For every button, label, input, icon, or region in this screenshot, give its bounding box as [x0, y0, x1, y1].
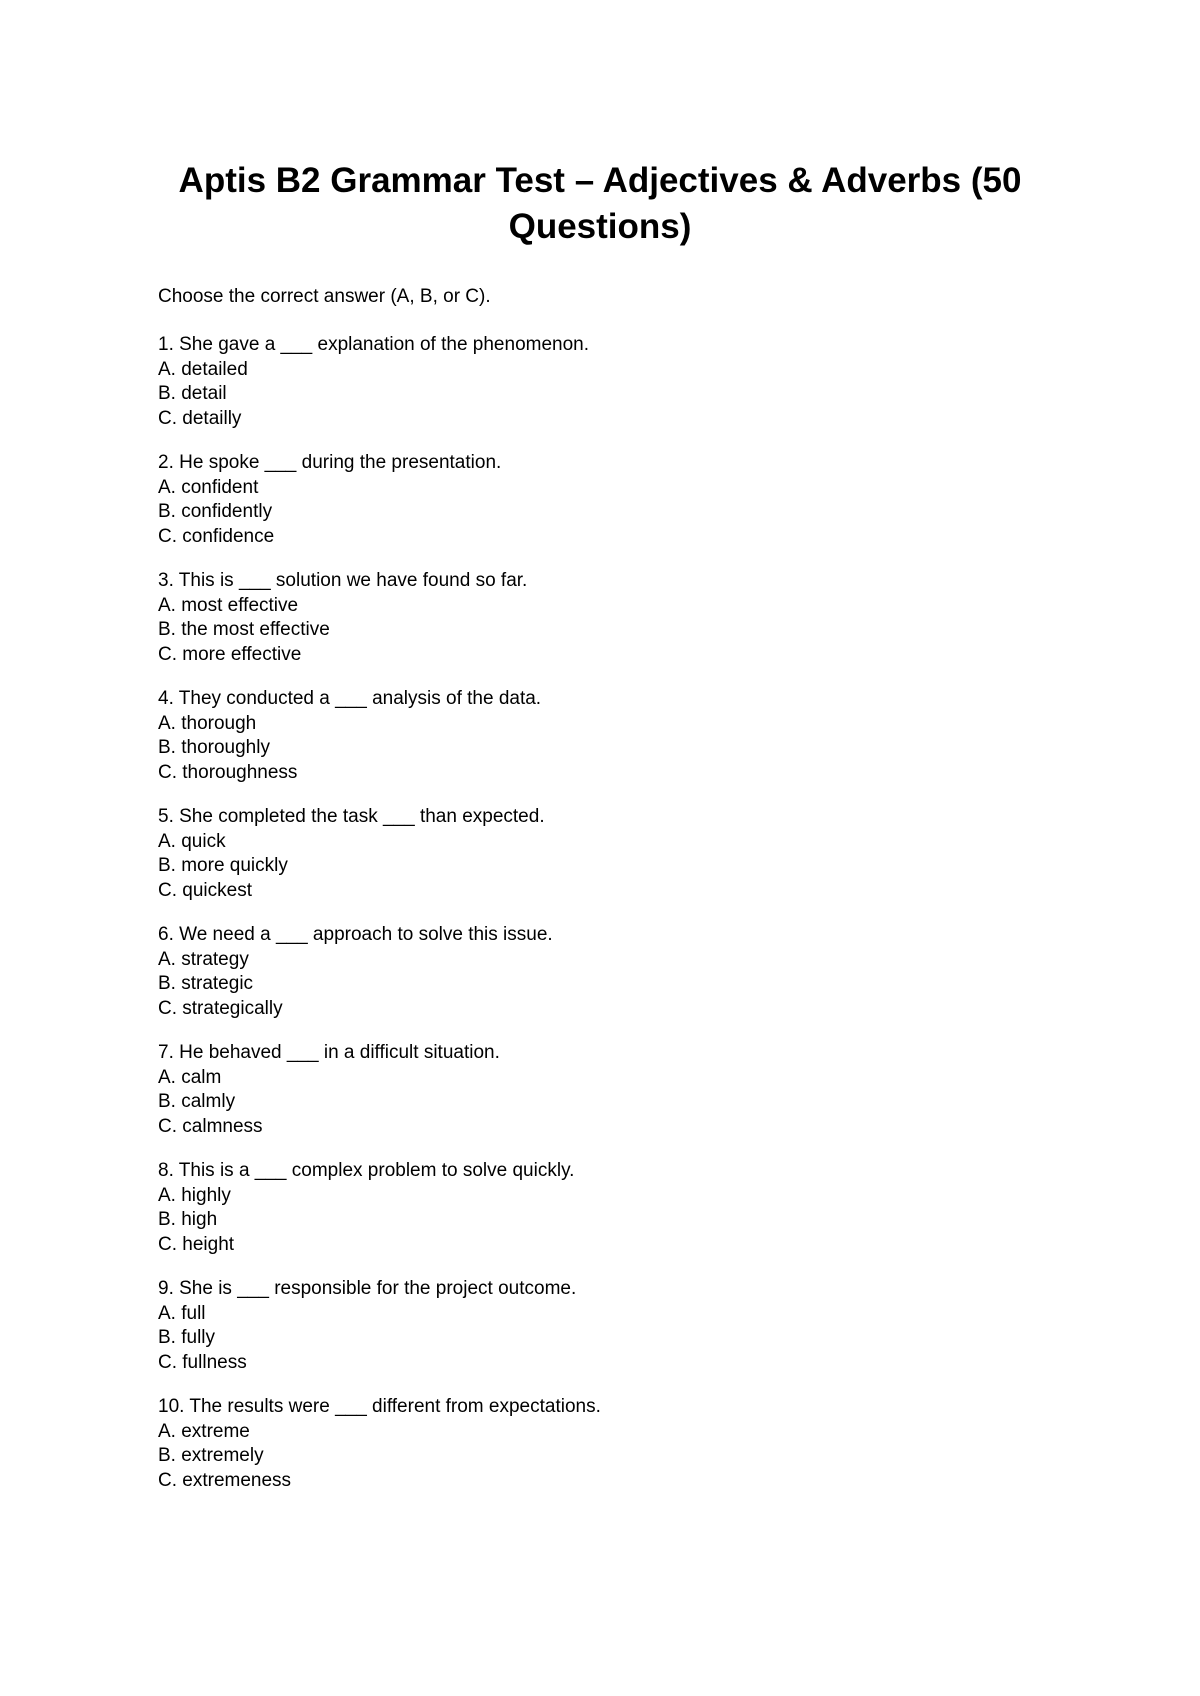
question-list — [158, 333, 1058, 1513]
question-6 — [158, 923, 1058, 1041]
question-10 — [158, 1395, 1058, 1513]
option-a: A. thorough — [158, 712, 257, 734]
question-1 — [158, 333, 1058, 451]
instructions: Choose the correct answer (A, B, or C). — [158, 286, 491, 307]
question-4 — [158, 687, 1058, 805]
option-a: A. calm — [158, 1066, 222, 1088]
question-7 — [158, 1041, 1058, 1159]
option-a: A. confident — [158, 476, 259, 498]
option-b: B. extremely — [158, 1445, 264, 1466]
question-text: 7. He behaved ___ in a difficult situation. — [158, 1042, 500, 1063]
option-b: B. confidently — [158, 501, 273, 522]
option-c: C. quickest — [158, 879, 252, 901]
option-c: C. detailly — [158, 407, 242, 429]
question-text: 3. This is ___ solution we have found so far. — [158, 570, 528, 591]
document-title: Aptis B2 Grammar Test – Adjectives & Adverbs (50 Questions) — [178, 161, 1022, 246]
option-a: A. full — [158, 1302, 206, 1324]
question-text: 5. She completed the task ___ than expected. — [158, 806, 545, 827]
option-c: C. more effective — [158, 643, 302, 665]
option-a: A. highly — [158, 1184, 231, 1206]
option-b: B. more quickly — [158, 855, 288, 876]
option-b: B. strategic — [158, 973, 254, 994]
option-b: B. high — [158, 1209, 218, 1230]
question-3 — [158, 569, 1058, 687]
option-c: C. height — [158, 1233, 235, 1255]
option-b: B. detail — [158, 383, 227, 404]
option-c: C. strategically — [158, 997, 283, 1019]
option-c: C. calmness — [158, 1115, 263, 1137]
question-text: 6. We need a ___ approach to solve this issue. — [158, 924, 553, 945]
question-text: 8. This is a ___ complex problem to solve quickly. — [158, 1160, 575, 1181]
option-b: B. fully — [158, 1327, 216, 1348]
question-2 — [158, 451, 1058, 569]
option-a: A. quick — [158, 830, 226, 852]
question-text: 4. They conducted a ___ analysis of the data. — [158, 688, 542, 709]
option-c: C. fullness — [158, 1351, 247, 1373]
option-b: B. the most effective — [158, 619, 330, 640]
option-a: A. extreme — [158, 1420, 250, 1442]
question-8 — [158, 1159, 1058, 1277]
option-a: A. detailed — [158, 358, 248, 380]
question-5 — [158, 805, 1058, 923]
question-text: 2. He spoke ___ during the presentation. — [158, 452, 502, 473]
option-c: C. thoroughness — [158, 761, 298, 783]
question-text: 10. The results were ___ different from expectations. — [158, 1396, 601, 1417]
option-b: B. calmly — [158, 1091, 236, 1112]
option-b: B. thoroughly — [158, 737, 270, 758]
question-9 — [158, 1277, 1058, 1395]
option-a: A. strategy — [158, 948, 249, 970]
question-text: 1. She gave a ___ explanation of the phenomenon. — [158, 334, 590, 355]
option-c: C. extremeness — [158, 1469, 292, 1491]
option-c: C. confidence — [158, 525, 275, 547]
question-text: 9. She is ___ responsible for the project outcome. — [158, 1278, 577, 1299]
option-a: A. most effective — [158, 594, 299, 616]
